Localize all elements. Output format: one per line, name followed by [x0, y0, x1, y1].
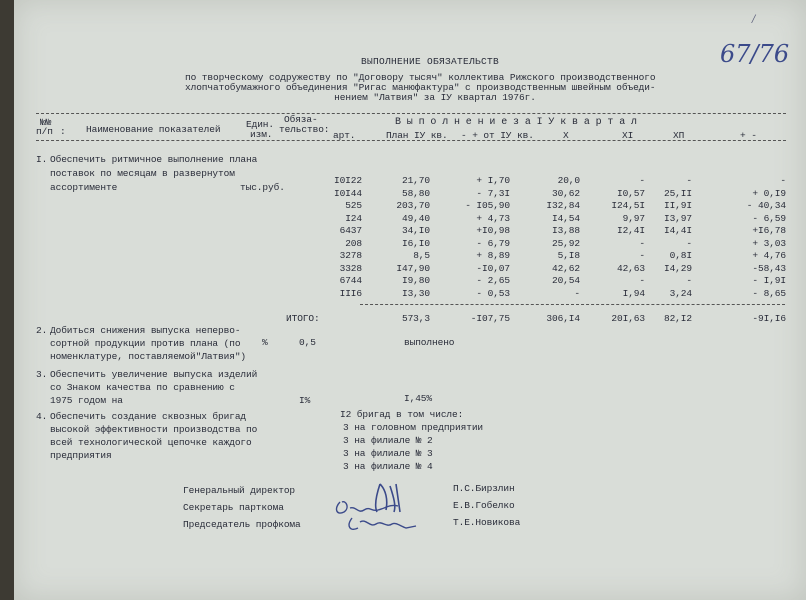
row-2-xi: I0,57 [616, 187, 645, 199]
row-9-pm: - I,9I [752, 275, 786, 286]
item3-line-3: 1975 годом на [50, 395, 123, 406]
header-num: №№ [40, 117, 52, 128]
row-3-diff: - I05,90 [465, 200, 510, 211]
row-1-pm: - [780, 175, 786, 186]
row-7-xii: 0,8I [669, 250, 692, 261]
header-unit-2: изм. [250, 129, 273, 140]
header-m11: XI [622, 130, 634, 141]
header-art: арт. [333, 130, 356, 141]
item4-result-2: 3 на головном предприятии [343, 422, 484, 433]
row-6-xi: - [639, 237, 645, 249]
row-7-xi: - [639, 250, 645, 261]
row-9-xii: - [686, 275, 692, 286]
signature-role-secretary: Секретарь парткома [183, 502, 284, 513]
row-2-pm: + 0,I9 [752, 187, 786, 199]
total-x: 306,I4 [546, 313, 580, 324]
row-3-pm: - 40,34 [746, 200, 786, 211]
row-8-diff: -I0,07 [476, 262, 510, 274]
row-2-xii: 25,II [663, 187, 692, 199]
row-3-art: 525 [345, 200, 362, 211]
item4-result-4: 3 на филиале № 3 [343, 448, 433, 459]
row-8-x: 42,62 [551, 262, 580, 274]
document-title: ВЫПОЛНЕНИЕ ОБЯЗАТЕЛЬСТВ [360, 56, 500, 67]
signature-role-director: Генеральный директор [183, 485, 296, 496]
total-rule [360, 304, 785, 305]
item1-number: I. [36, 154, 48, 165]
item2-result: выполнено [404, 337, 455, 348]
row-4-diff: + 4,73 [476, 212, 510, 224]
item2-unit: % [262, 337, 268, 348]
item3-line-2: со Знаком качества по сравнению с [50, 382, 235, 393]
row-2-art: I0I44 [333, 187, 362, 199]
row-5-x: I3,88 [551, 225, 580, 236]
header-oblig-2: тельство: [279, 124, 330, 135]
row-3-xi: I24,5I [611, 200, 645, 211]
item4-line-2: высокой эффективности производства по [50, 424, 258, 435]
row-8-xi: 42,63 [616, 262, 645, 274]
row-7-plan: 8,5 [413, 250, 430, 261]
row-6-diff: - 6,79 [476, 237, 510, 249]
row-2-diff: - 7,3I [476, 187, 510, 199]
row-8-pm: -58,43 [752, 262, 786, 274]
header-num2: п/п [36, 126, 53, 137]
row-7-art: 3278 [339, 250, 362, 261]
row-4-pm: - 6,59 [752, 212, 786, 224]
item4-line-1: Обеспечить создание сквозных бригад [50, 411, 247, 422]
item3-line-1: Обеспечить увеличение выпуска изделий [50, 369, 258, 380]
row-7-x: 5,I8 [557, 250, 580, 261]
total-diff: -I07,75 [470, 313, 510, 324]
item4-result-3: 3 на филиале № 2 [343, 435, 433, 446]
item4-line-4: предприятия [50, 450, 112, 461]
header-diff: - + от IУ кв. [461, 130, 534, 141]
row-10-xii: 3,24 [669, 287, 692, 299]
item1-line-1: Обеспечить ритмичное выполнение плана [50, 154, 258, 165]
archive-mark: 67/76 [720, 40, 790, 68]
row-7-pm: + 4,76 [752, 250, 786, 261]
row-1-art: I0I22 [333, 175, 362, 186]
row-4-xi: 9,97 [622, 212, 645, 224]
item4-line-3: всей технологической цепочке каждого [50, 437, 252, 448]
item3-number: 3. [36, 369, 48, 380]
row-1-xii: - [686, 175, 692, 186]
row-1-diff: + I,70 [476, 175, 510, 186]
header-m12: XП [673, 130, 685, 141]
row-5-pm: +I6,78 [752, 225, 786, 236]
row-5-art: 6437 [339, 225, 362, 236]
item4-result-1: I2 бригад в том числе: [340, 409, 464, 420]
item2-line-3: номенклатуре, поставляемой"Латвия") [50, 351, 247, 362]
row-5-xii: I4,4I [663, 225, 692, 236]
item2-line-1: Добиться снижения выпуска неперво- [50, 325, 241, 336]
row-10-diff: - 0,53 [476, 287, 510, 299]
row-10-plan: I3,30 [401, 287, 430, 299]
total-xii: 82,I2 [663, 313, 692, 324]
row-2-plan: 58,80 [401, 187, 430, 199]
total-plan: 573,3 [401, 313, 430, 324]
subtitle-line-1: по творческому содружеству по "Договору тысяч" коллектива Рижского производственного [185, 72, 656, 83]
total-pm: -9I,I6 [752, 313, 786, 324]
row-3-xii: II,9I [663, 200, 692, 211]
item1-unit: тыс.руб. [240, 182, 285, 193]
total-label: ИТОГО: [286, 313, 320, 324]
row-8-xii: I4,29 [663, 262, 692, 274]
item2-oblig: 0,5 [299, 337, 316, 348]
header-rule-top [36, 113, 786, 114]
handwritten-signatures [330, 476, 440, 546]
row-6-art: 208 [345, 237, 362, 249]
row-6-x: 25,92 [551, 237, 580, 249]
row-6-plan: I6,I0 [401, 237, 430, 249]
row-4-x: I4,54 [551, 212, 580, 224]
header-m10: X [563, 130, 569, 141]
row-4-art: I24 [345, 212, 362, 224]
row-6-xii: - [686, 237, 692, 249]
signature-name-director: П.С.Бирзлин [453, 483, 515, 494]
header-name: Наименование показателей [86, 124, 221, 135]
item1-line-3: ассортименте [50, 182, 118, 193]
row-10-xi: I,94 [622, 287, 645, 299]
row-1-plan: 21,70 [401, 175, 430, 186]
row-9-plan: I9,80 [401, 275, 430, 286]
row-9-diff: - 2,65 [476, 275, 510, 286]
row-3-plan: 203,70 [396, 200, 430, 211]
row-5-xi: I2,4I [616, 225, 645, 236]
item3-oblig: I% [299, 395, 311, 406]
archive-mark-corrected: / [752, 14, 756, 25]
header-pm: + - [740, 130, 757, 141]
row-6-pm: + 3,03 [752, 237, 786, 249]
header-unit-1: Един. [246, 119, 275, 130]
total-xi: 20I,63 [611, 313, 645, 324]
row-10-art: III6 [339, 287, 362, 299]
row-4-plan: 49,40 [401, 212, 430, 224]
row-3-x: I32,84 [546, 200, 580, 211]
signature-name-secretary: Е.В.Гобелко [453, 500, 515, 511]
header-colon: : [60, 126, 66, 137]
row-10-pm: - 8,65 [752, 287, 786, 299]
item3-result: I,45% [404, 393, 433, 404]
row-9-x: 20,54 [551, 275, 580, 286]
row-10-x: - [574, 287, 580, 299]
row-2-x: 30,62 [551, 187, 580, 199]
item2-line-2: сортной продукции против плана (по [50, 338, 241, 349]
row-9-xi: - [639, 275, 645, 286]
header-oblig-1: Обяза- [284, 114, 318, 125]
header-execution: В ы п о л н е н и е з а I У к в а р т а л [395, 117, 637, 128]
row-5-diff: +I0,98 [476, 225, 510, 236]
row-8-plan: I47,90 [396, 262, 430, 274]
item4-number: 4. [36, 411, 48, 422]
row-5-plan: 34,I0 [401, 225, 430, 236]
subtitle-line-2: хлопчатобумажного объединения "Ригас манюфактура" с производственным швейным объеди- [185, 82, 656, 93]
row-9-art: 6744 [339, 275, 362, 286]
item2-number: 2. [36, 325, 48, 336]
row-1-x: 20,0 [557, 175, 580, 186]
row-4-xii: I3,97 [663, 212, 692, 224]
item4-result-5: 3 на филиале № 4 [343, 461, 433, 472]
row-7-diff: + 8,89 [476, 250, 510, 261]
subtitle-line-3: нением "Латвия" за IУ квартал 1976г. [334, 92, 536, 103]
signature-name-union: Т.Е.Новикова [453, 517, 521, 528]
row-8-art: 3328 [339, 262, 362, 274]
row-1-xi: - [639, 175, 645, 186]
item1-line-2: поставок по месяцам в развернутом [50, 168, 235, 179]
signature-role-union: Председатель профкома [183, 519, 301, 530]
header-plan: План IУ кв. [386, 130, 448, 141]
